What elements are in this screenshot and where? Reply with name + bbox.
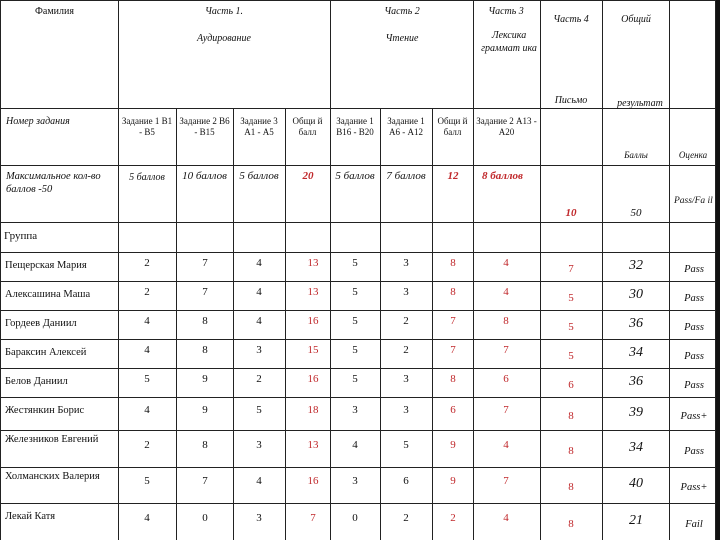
score-cell: 5 xyxy=(352,343,358,356)
task-cell-8: Задание 2 А13 - А20 xyxy=(476,116,537,138)
score-cell: 7 xyxy=(503,475,509,487)
grade-cell: Pass+ xyxy=(680,482,708,493)
score-cell: 8 xyxy=(202,314,208,327)
score-cell: 2 xyxy=(403,343,409,356)
grid-h-task xyxy=(0,165,716,166)
total-cell: 40 xyxy=(629,476,643,491)
score-cell: 7 xyxy=(310,511,316,524)
score-cell: 8 xyxy=(450,256,456,269)
grid-v-0 xyxy=(0,0,1,540)
score-cell: 16 xyxy=(307,314,319,327)
student-name: Гордеев Даниил xyxy=(5,318,77,329)
grid-h-r4 xyxy=(0,368,716,369)
pismo-cell: 8 xyxy=(568,481,574,493)
grid-h-header xyxy=(0,108,716,109)
student-name: Пещерская Мария xyxy=(5,260,87,271)
score-cell: 5 xyxy=(144,372,150,385)
score-cell: 4 xyxy=(144,343,150,356)
total-cell: 39 xyxy=(629,404,643,420)
score-cell: 5 xyxy=(403,438,409,451)
max-cell-7: 12 xyxy=(447,170,459,182)
grid-v-11 xyxy=(669,0,670,540)
header-familiya: Фамилия xyxy=(35,6,74,17)
grid-h-r8 xyxy=(0,503,716,504)
total-cell: 34 xyxy=(629,344,643,360)
score-cell: 4 xyxy=(503,256,509,269)
max-pismo: 10 xyxy=(565,207,577,219)
score-cell: 4 xyxy=(503,511,509,524)
grade-cell: Pass xyxy=(684,445,704,457)
score-cell: 3 xyxy=(256,511,262,524)
pismo-cell: 8 xyxy=(568,444,574,457)
pismo-cell: 5 xyxy=(568,349,574,362)
max-grade: Pass/Fa il xyxy=(674,196,713,206)
score-cell: 7 xyxy=(202,285,208,298)
score-cell: 16 xyxy=(307,372,319,385)
total-cell: 32 xyxy=(629,257,643,273)
total-cell: 21 xyxy=(629,512,643,528)
header-obshchiy: Общий xyxy=(621,14,651,25)
pismo-cell: 5 xyxy=(568,320,574,333)
grade-cell: Pass xyxy=(684,350,704,362)
score-cell: 7 xyxy=(450,314,456,327)
score-cell: 7 xyxy=(503,343,509,356)
student-name: Белов Даниил xyxy=(5,376,68,387)
max-cell-8: 8 баллов xyxy=(482,170,523,182)
pismo-cell: 6 xyxy=(568,378,574,391)
task-row-label: Номер задания xyxy=(6,116,70,127)
score-cell: 4 xyxy=(503,438,509,451)
max-cell-2: 10 баллов xyxy=(182,170,227,182)
score-cell: 2 xyxy=(403,314,409,327)
student-name: Алексашина Маша xyxy=(5,289,91,300)
pismo-cell: 7 xyxy=(568,262,574,275)
header-rezultat: результат xyxy=(617,98,663,109)
student-name: Лекай Катя xyxy=(5,511,56,522)
total-cell: 36 xyxy=(629,315,643,331)
score-cell: 2 xyxy=(256,372,262,385)
grid-h-max xyxy=(0,222,716,223)
score-cell: 4 xyxy=(256,285,262,298)
grid-v-2 xyxy=(176,108,177,540)
task-cell-4: Общи й балл xyxy=(292,116,323,138)
grid-v-6 xyxy=(380,108,381,540)
grade-cell: Pass xyxy=(684,321,704,333)
header-pismo: Письмо xyxy=(554,95,588,106)
score-cell: 8 xyxy=(202,343,208,356)
score-cell: 4 xyxy=(256,475,262,487)
max-cell-1: 5 баллов xyxy=(129,172,165,183)
header-part1: Часть 1. xyxy=(204,6,244,17)
score-cell: 5 xyxy=(352,256,358,269)
header-part3: Часть 3 xyxy=(488,6,524,17)
grid-v-7 xyxy=(432,108,433,540)
score-cell: 2 xyxy=(403,511,409,524)
grid-v-9 xyxy=(540,0,541,540)
grid-h-r6 xyxy=(0,430,716,431)
task-cell-3: Задание 3 А1 - А5 xyxy=(240,116,278,138)
score-cell: 5 xyxy=(352,285,358,298)
grid-h-r7 xyxy=(0,467,716,468)
score-cell: 4 xyxy=(144,511,150,524)
student-name: Бараксин Алексей xyxy=(5,347,87,358)
group-label: Группа xyxy=(4,230,38,242)
score-cell: 5 xyxy=(256,403,262,416)
score-cell: 3 xyxy=(352,475,358,487)
pismo-cell: 5 xyxy=(568,291,574,304)
grid-v-5 xyxy=(330,0,331,540)
score-cell: 3 xyxy=(403,372,409,385)
grid-h-r3 xyxy=(0,339,716,340)
score-cell: 2 xyxy=(144,256,150,269)
score-cell: 3 xyxy=(352,403,358,416)
score-cell: 2 xyxy=(450,511,456,524)
max-cell-4: 20 xyxy=(302,170,314,182)
score-cell: 8 xyxy=(450,372,456,385)
score-cell: 9 xyxy=(202,372,208,385)
score-cell: 4 xyxy=(144,403,150,416)
grid-h-group xyxy=(0,252,716,253)
header-chtenie: Чтение xyxy=(385,33,419,44)
student-name: Холманских Валерия xyxy=(5,471,100,482)
max-cell-6: 7 баллов xyxy=(386,170,426,182)
score-cell: 6 xyxy=(403,475,409,487)
score-cell: 0 xyxy=(202,511,208,524)
grid-top xyxy=(0,0,716,1)
score-cell: 16 xyxy=(307,475,319,487)
score-cell: 18 xyxy=(307,403,319,416)
grid-v-1 xyxy=(118,0,119,540)
total-cell: 34 xyxy=(629,439,643,455)
total-cell: 36 xyxy=(629,373,643,389)
score-cell: 4 xyxy=(256,314,262,327)
score-cell: 9 xyxy=(450,475,456,487)
score-cell: 8 xyxy=(450,285,456,298)
grade-cell: Pass xyxy=(684,292,704,304)
grid-v-4 xyxy=(285,108,286,540)
right-edge-bar xyxy=(716,0,720,540)
score-cell: 13 xyxy=(307,256,319,269)
score-cell: 15 xyxy=(307,343,319,356)
score-cell: 7 xyxy=(450,343,456,356)
score-cell: 0 xyxy=(352,511,358,524)
pismo-cell: 8 xyxy=(568,517,574,530)
score-cell: 8 xyxy=(503,314,509,327)
grid-v-3 xyxy=(233,108,234,540)
grade-cell: Fail xyxy=(685,518,703,530)
max-row-label: Максимальное кол-во баллов -50 xyxy=(6,171,101,196)
grid-v-8 xyxy=(473,0,474,540)
score-cell: 9 xyxy=(202,403,208,416)
header-audirovanie: Аудирование xyxy=(197,33,251,44)
task-cell-6: Задание 1 А6 - А12 xyxy=(387,116,425,138)
task-cell-7: Общи й балл xyxy=(437,116,468,138)
score-cell: 13 xyxy=(307,438,319,451)
score-cell: 9 xyxy=(450,438,456,451)
grid-h-r1 xyxy=(0,281,716,282)
score-cell: 5 xyxy=(352,314,358,327)
header-part2: Часть 2 xyxy=(384,6,420,17)
header-leksika: Лексика граммат ика xyxy=(481,30,537,54)
grid-h-r5 xyxy=(0,397,716,398)
task-cell-5: Задание 1 В16 - В20 xyxy=(336,116,374,138)
max-cell-5: 5 баллов xyxy=(335,170,375,182)
score-cell: 3 xyxy=(256,438,262,451)
score-cell: 4 xyxy=(256,256,262,269)
grade-cell: Pass xyxy=(684,263,704,275)
score-cell: 5 xyxy=(352,372,358,385)
score-cell: 6 xyxy=(503,372,509,385)
score-cell: 3 xyxy=(403,403,409,416)
score-cell: 3 xyxy=(403,256,409,269)
grid-h-r2 xyxy=(0,310,716,311)
pismo-cell: 8 xyxy=(568,409,574,422)
task-cell-2: Задание 2 В6 - В15 xyxy=(179,116,230,138)
score-cell: 4 xyxy=(352,438,358,451)
score-cell: 3 xyxy=(256,343,262,356)
header-part4: Часть 4 xyxy=(553,14,589,25)
score-cell: 8 xyxy=(202,438,208,451)
grade-cell: Pass+ xyxy=(680,410,708,422)
task-cell-1: Задание 1 В1 - В5 xyxy=(121,116,173,138)
score-cell: 3 xyxy=(403,285,409,298)
grid-v-10 xyxy=(602,0,603,540)
score-cell: 7 xyxy=(503,403,509,416)
max-total: 50 xyxy=(630,207,642,219)
score-cell: 2 xyxy=(144,285,150,298)
total-cell: 30 xyxy=(629,286,643,302)
task-ocenka: Оценка xyxy=(678,150,708,160)
score-cell: 4 xyxy=(503,285,509,298)
score-cell: 13 xyxy=(307,285,319,298)
max-cell-3: 5 баллов xyxy=(239,170,279,182)
student-name: Железников Евгений xyxy=(5,434,99,445)
score-cell: 6 xyxy=(450,403,456,416)
score-cell: 7 xyxy=(202,475,208,487)
task-bally: Баллы xyxy=(624,150,648,160)
grade-cell: Pass xyxy=(684,379,704,391)
score-cell: 2 xyxy=(144,438,150,451)
student-name: Жестянкин Борис xyxy=(5,405,85,416)
score-cell: 5 xyxy=(144,475,150,487)
score-cell: 7 xyxy=(202,256,208,269)
score-cell: 4 xyxy=(144,314,150,327)
